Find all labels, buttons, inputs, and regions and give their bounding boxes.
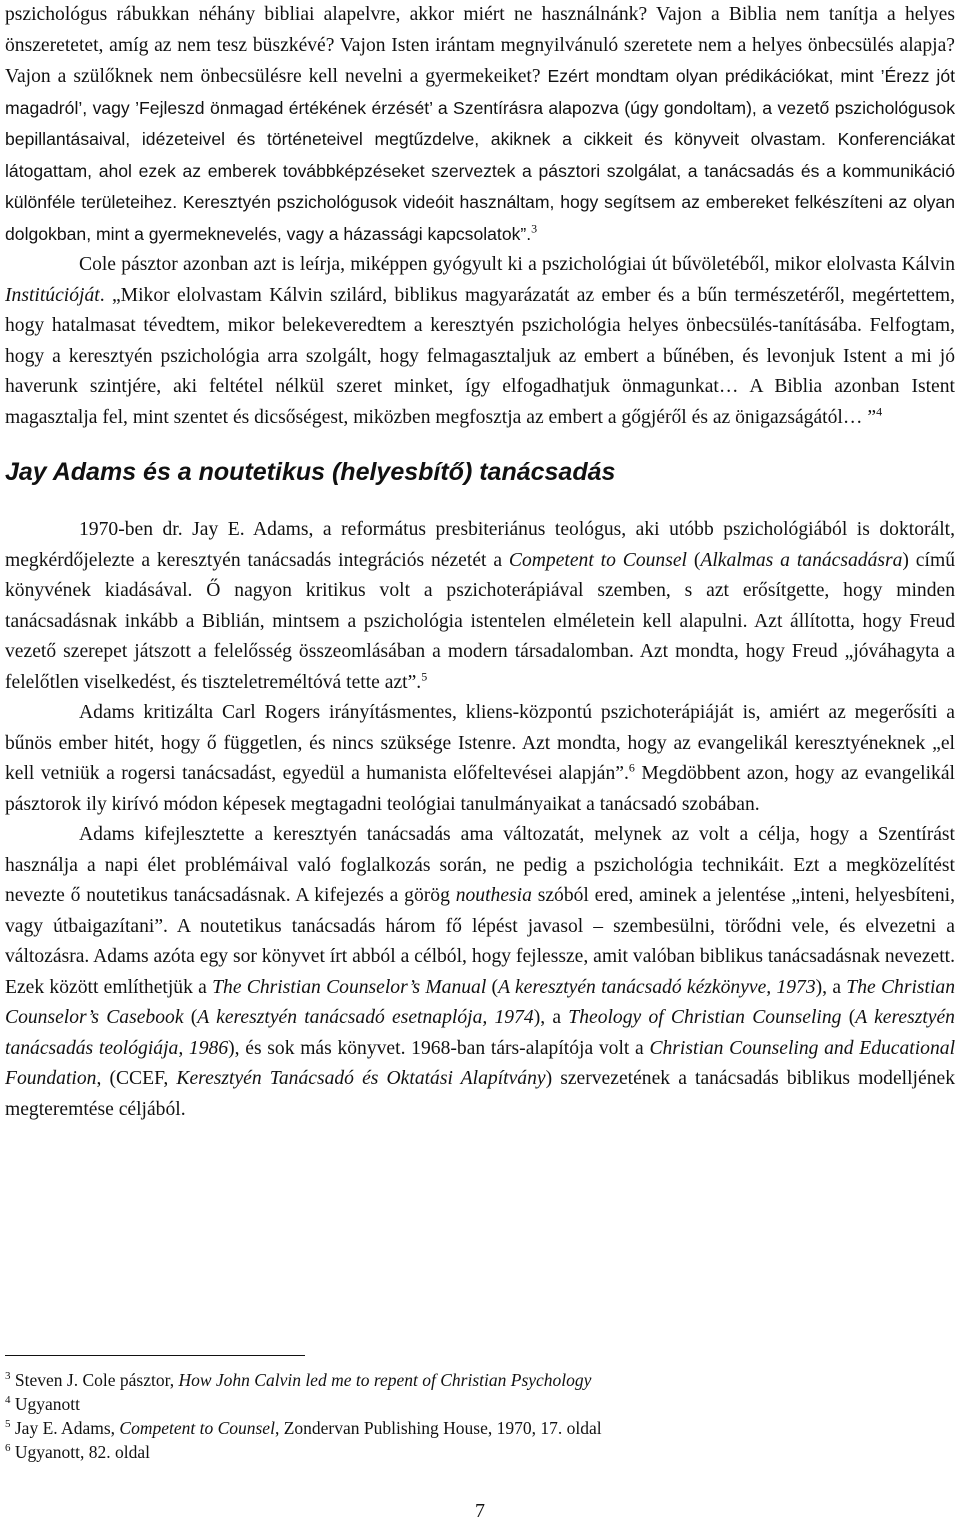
text-run: Ugyanott, 82. oldal: [14, 1442, 150, 1462]
italic-text: Keresztyén Tanácsadó és Oktatási Alapítvány: [176, 1068, 546, 1089]
footnote: [5, 1416, 765, 1440]
text-run: Adams kifejlesztette a keresztyén tanácsadás ama változatát, melynek az volt a célja, hogy a Szentírást használja a napi élet problémáival való foglalkozás során, ne pedig a pszichológia technikáit. Ezt a megközelítést nevezte ő noutetikus tanácsadásnak. A kifejezés a görög: [5, 824, 955, 906]
footnote-list: [5, 1368, 765, 1464]
text-run: , (CCEF,: [96, 1068, 177, 1089]
text-run: ) című könyvének kiadásával. Ő nagyon kritikus volt a pszichoterápiával szemben, s azt erősítgette, hogy minden tanácsadásnak inkább a Biblián, mintsem a pszichológia istentelen elméletein kell alapulni. Azt állította, hogy Freud vezető szerepet játszott a felelősség összeomlásában a modern társadalomban. Azt mondta, hogy Freud „jóváhagyta a felelőtlen viselkedést, és tiszteletreméltóvá tette azt”.: [5, 549, 955, 693]
italic-text: Competent to Counsel: [119, 1418, 275, 1438]
body-text-bottom: [5, 515, 955, 1125]
document-body: [5, 0, 955, 1125]
text-run: szóból ered, aminek a jelentése „inteni, helyesbíteni, vagy útbaigazítani”. A noutetikus tanácsadás három fő lépést javasol – szembesülni, törődni vele, és elvezetni a változásra. Adams azóta egy sor könyvet írt abból a célból, hogy fejlessze, amit valóban biblikus tanácsadásnak nevezett. Ezek között említhetjük a: [5, 885, 955, 998]
italic-text: Christian Counseling and Educational Foundation: [5, 1037, 956, 1089]
body-text-top: [5, 0, 955, 433]
paragraph: [5, 250, 955, 433]
text-run: Megdöbbent azon, hogy az evangelikál pásztorok ily kirívó módon képesek megtagadni teológiai tanulmányaikat a tanácsadó szobában.: [5, 763, 955, 815]
footnote-number: 6: [5, 1442, 11, 1455]
text-run: Jay E. Adams,: [14, 1418, 120, 1438]
text-run: Ezért mondtam olyan prédikációkat, mint ’Érezz jót magadról’, vagy ’Fejleszd önmagad értékének érzését’ a Szentírásra alapozva (úgy gondoltam), a vezető pszichológusok bepillantásaival, idézeteivel és történeteivel megtűzdelve, akiknek a cikkeit és könyveit olvastam. Konferenciákat látogattam, ahol ezek az emberek továbbképzéseket szerveztek a pásztori szolgálat, a tanácsadás és a kommunikáció különféle területeihez. Keresztyén pszichológusok videóit használtam, hogy segítsem az embereket felkészíteni az olyan dolgokban, mint a gyermeknevelés, vagy a házassági kapcsolatok”.: [5, 66, 955, 244]
footnote-number: 4: [5, 1394, 11, 1407]
text-run: ), a: [533, 1007, 569, 1028]
italic-text: How John Calvin led me to repent of Christian Psychology: [178, 1370, 592, 1390]
footnotes: [5, 1355, 765, 1464]
footnote-ref: 4: [876, 403, 883, 418]
footnote-number: 3: [5, 1370, 11, 1383]
text-run: Steven J. Cole pásztor,: [14, 1370, 179, 1390]
text-run: pszichológus rábukkan néhány bibliai alapelvre, akkor miért ne használnánk? Vajon a Biblia nem tanítja a helyes önszeretetet, amíg az nem tesz büszkévé? Vajon Isten irántam megnyilvánuló szeretete nem a helyes önbecsülés alapja? Vajon a szülőknek nem önbecsülésre kell nevelni a gyermekeiket?: [5, 4, 955, 87]
italic-text: Institúcióját: [5, 284, 100, 306]
italic-text: Theology of Christian Counseling: [568, 1007, 842, 1028]
footnote-ref: 5: [421, 668, 428, 683]
text-run: , Zondervan Publishing House, 1970, 17. oldal: [274, 1418, 602, 1438]
footnote-ref: 6: [628, 760, 635, 775]
section-heading: Jay Adams és a noutetikus (helyesbítő) tanácsadás: [5, 458, 616, 486]
text-run: Cole pásztor azonban azt is leírja, miképpen gyógyult ki a pszichológiai út bűvöletéből, mikor elolvasta Kálvin: [79, 254, 955, 275]
italic-text: A keresztyén tanácsadás teológiája, 1986: [5, 1007, 955, 1059]
footnote-ref: 3: [531, 220, 538, 235]
text-run: ), a: [815, 976, 847, 998]
footnote: [5, 1368, 765, 1392]
italic-text: The Christian Counselor’s Manual: [212, 976, 487, 998]
italic-text: A keresztyén tanácsadó kézkönyve, 1973: [498, 976, 816, 998]
paragraph: [5, 515, 955, 698]
footnote: [5, 1392, 765, 1416]
italic-text: Alkalmas a tanácsadásra: [700, 549, 903, 571]
text-run: ) szervezetének a tanácsadás biblikus modelljének megteremtése céljából.: [5, 1068, 955, 1120]
italic-text: The Christian Counselor’s Casebook: [5, 976, 955, 1028]
paragraph: [5, 820, 955, 1125]
footnote: [5, 1440, 765, 1464]
paragraph: [5, 698, 955, 820]
text-run: 1970-ben dr. Jay E. Adams, a református presbiteriánus teológus, aki utóbb pszichológiából is doktorált, megkérdőjelezte a keresztyén tanácsadás integrációs nézetét a: [5, 519, 955, 571]
text-run: (: [486, 976, 499, 998]
italic-text: A keresztyén tanácsadó esetnaplója, 1974: [197, 1007, 534, 1028]
text-run: (: [841, 1007, 856, 1028]
text-run: ), és sok más könyvet. 1968-ban társ-alapítója volt a: [228, 1037, 650, 1059]
text-run: (: [686, 549, 701, 571]
text-run: . „Mikor elolvastam Kálvin szilárd, biblikus magyarázatát az ember és a bűn természetéről, megértettem, hogy hatalmasat tévedtem, mikor belekeveredtem a keresztyén pszichológia helyes önbecsülés-tanításába.: [5, 284, 955, 336]
text-run: (: [183, 1007, 198, 1028]
italic-text: Competent to Counsel: [508, 549, 687, 571]
page-number: 7: [475, 1500, 485, 1522]
paragraph: [5, 0, 955, 250]
italic-text: nouthesia: [455, 885, 532, 906]
footnote-number: 5: [5, 1418, 11, 1431]
text-run: Felfogtam, hogy a keresztyén pszichológia arra szolgált, hogy felmagasztaljuk az embert a bűnében, és levonjuk Istent a mi jó haverunk szintjére, aki feltétel nélkül szeret minket, így elfogadhatjuk önmagunkat… A Biblia azonban Istent magasztalja fel, mint szentet és dicsőségest, miközben megfosztja az embert a gőgjéről és az önigazságától… ”: [5, 315, 955, 428]
text-run: Adams kritizálta Carl Rogers irányításmentes, kliens-központú pszichoterápiáját is, amiért az megerősíti a bűnös ember hitét, hogy ő független, és nincs szüksége Istenre. Azt mondta, hogy az evangelikál keresztyéneknek „el kell vetniük a rogersi tanácsadást, egyedül a humanista előfeltevései alapján”.: [5, 702, 955, 784]
text-run: Ugyanott: [14, 1394, 81, 1414]
footnote-divider: [5, 1355, 305, 1356]
